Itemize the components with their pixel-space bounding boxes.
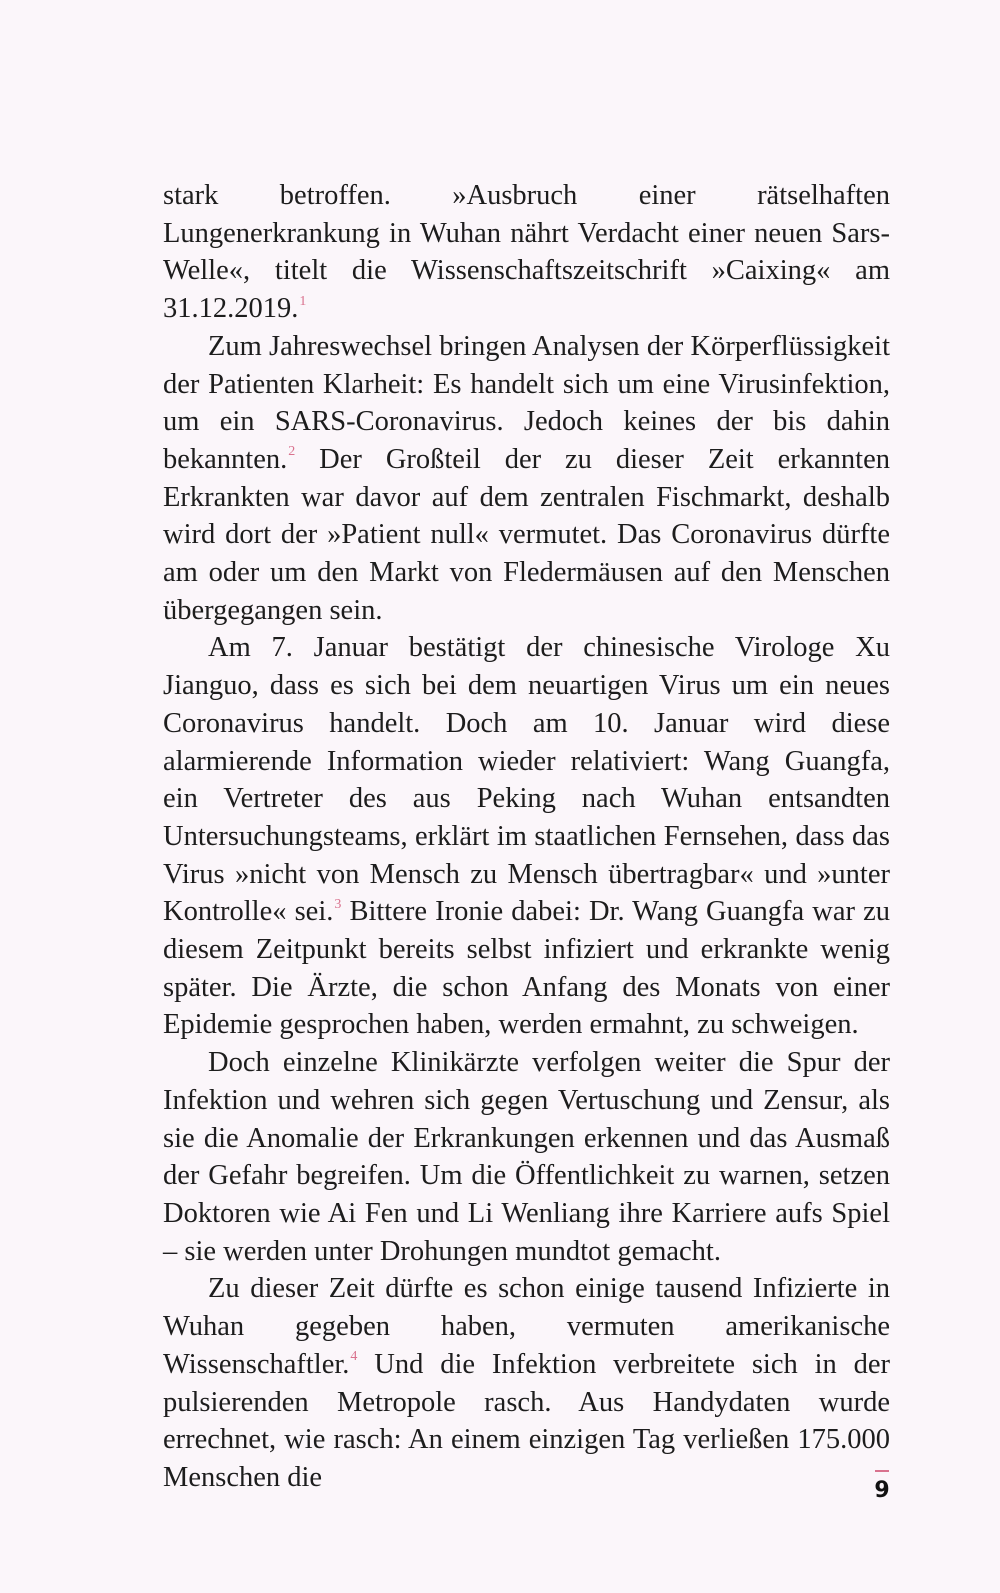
paragraph-text: Am 7. Januar bestätigt der chinesische Virologe Xu Jianguo, dass es sich bei dem neuartigen Virus um ein neues Coronavirus handelt. Doch am 10. Januar wird diese alarmierende Information wieder relativiert: Wang Guangfa, ein Vertreter des aus Peking nach Wuhan entsandten Untersuchungsteams, erklärt im staatlichen Fernsehen, dass das Virus »nicht von Mensch zu Mensch übertragbar« und »unter Kontrolle« sei. xyxy=(163,632,890,928)
paragraph-text: Und die Infektion verbreitete sich in der pulsierenden Metropole rasch. Aus Handydaten wurde errechnet, wie rasch: An einem einzigen Tag verließen 175.000 Menschen die xyxy=(163,1348,890,1493)
paragraph-4 xyxy=(163,1044,890,1270)
paragraph-text: Bittere Ironie dabei: Dr. Wang Guangfa war zu diesem Zeitpunkt bereits selbst infiziert und erkrankte wenig später. Die Ärzte, die schon Anfang des Monats von einer Epidemie gesprochen haben, werden ermahnt, zu schweigen. xyxy=(163,896,890,1041)
paragraph-2 xyxy=(163,328,890,630)
paragraph-text: Doch einzelne Klinikärzte verfolgen weiter die Spur der Infektion und wehren sich gegen Vertuschung und Zensur, als sie die Anomalie der Erkrankungen erkennen und das Ausmaß der Gefahr begreifen. Um die Öffentlichkeit zu warnen, setzen Doktoren wie Ai Fen und Li Wenliang ihre Karriere aufs Spiel – sie werden unter Drohungen mundtot gemacht. xyxy=(163,1047,890,1267)
paragraph-text: stark betroffen. »Ausbruch einer rätselhaften Lungenerkrankung in Wuhan nährt Verdacht einer neuen Sars-Welle«, titelt die Wissenschaftszeitschrift »Caixing« am 31.12.2019. xyxy=(163,180,890,325)
footnote-marker-4[interactable]: 4 xyxy=(350,1349,358,1365)
paragraph-text: Zum Jahreswechsel bringen Analysen der Körperflüssigkeit der Patienten Klarheit: Es handelt sich um eine Virusinfektion, um ein SARS-Coronavirus. Jedoch keines der bis dahin bekannten. xyxy=(163,330,890,475)
paragraph-1 xyxy=(163,177,890,328)
body-text xyxy=(163,177,890,1497)
footnote-marker-2[interactable]: 2 xyxy=(288,444,296,460)
folio-rule xyxy=(875,1470,889,1472)
page-folio xyxy=(868,1470,896,1504)
page-number: 9 xyxy=(874,1478,890,1503)
paragraph-5 xyxy=(163,1270,890,1496)
paragraph-3 xyxy=(163,629,890,1044)
footnote-marker-1[interactable]: 1 xyxy=(299,293,307,309)
paragraph-text: Zu dieser Zeit dürfte es schon einige tausend Infizierte in Wuhan gegeben haben, vermuten amerikanische Wissenschaftler. xyxy=(163,1273,890,1380)
footnote-marker-3[interactable]: 3 xyxy=(334,896,342,912)
paragraph-text: Der Großteil der zu dieser Zeit erkannten Erkrankten war davor auf dem zentralen Fischmarkt, deshalb wird dort der »Patient null« vermutet. Das Coronavirus dürfte am oder um den Markt von Fledermäusen auf den Menschen übergegangen sein. xyxy=(163,443,890,626)
